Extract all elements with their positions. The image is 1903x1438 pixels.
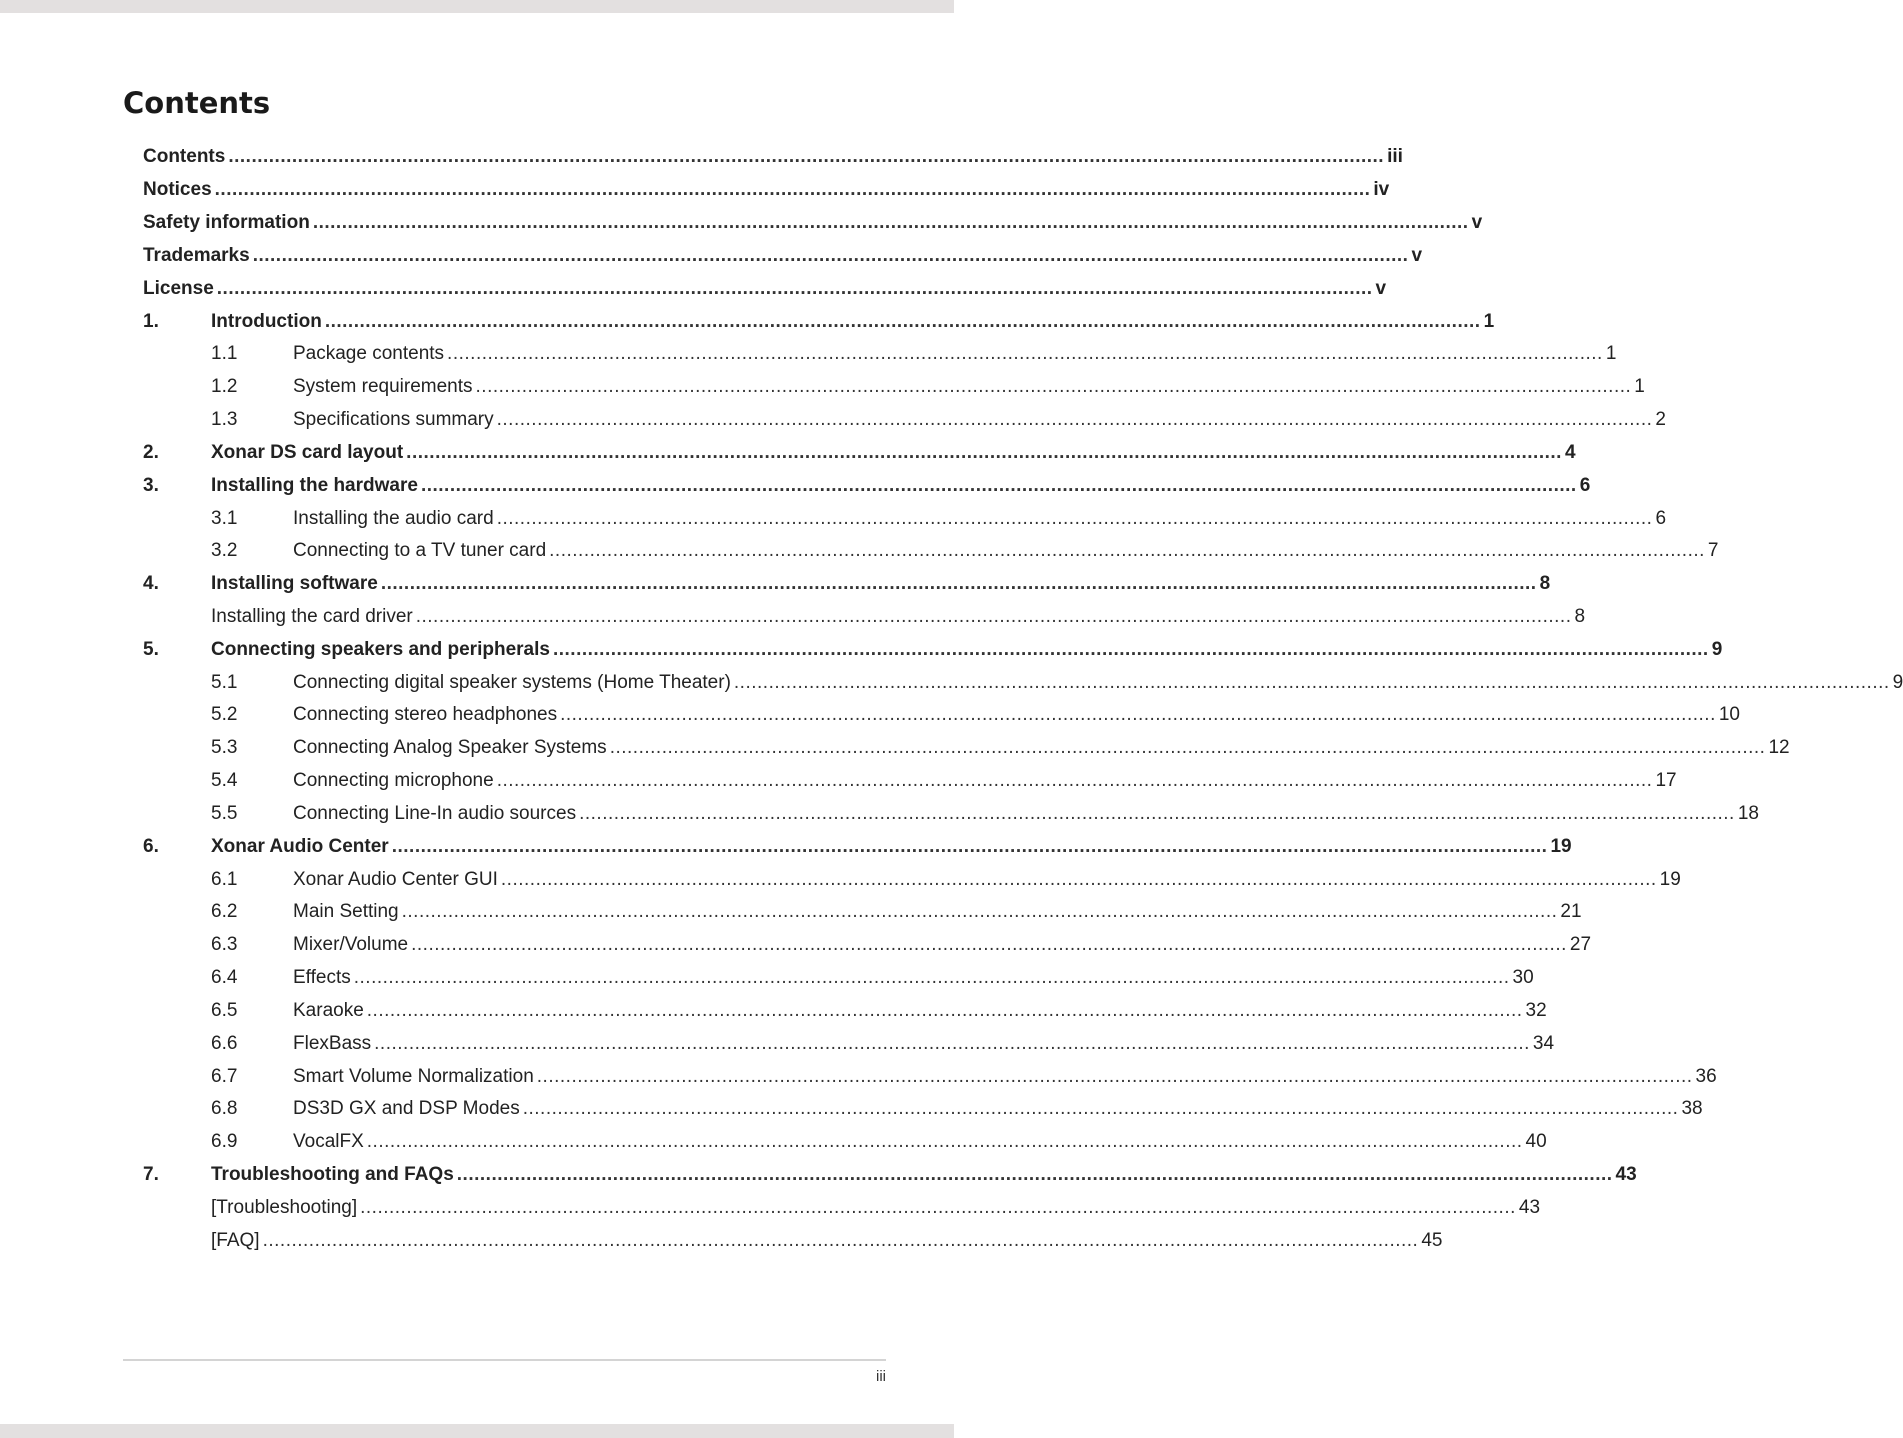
toc-entry-number: 6.9 bbox=[211, 1131, 238, 1153]
toc-entry[interactable] bbox=[143, 1093, 1703, 1126]
toc-entry[interactable] bbox=[143, 929, 1592, 962]
toc-entry-number: 6.4 bbox=[211, 967, 238, 989]
toc-entry-page: 8 bbox=[1539, 573, 1551, 595]
toc-entry[interactable] bbox=[143, 272, 1387, 305]
toc-entry-page: 1 bbox=[1605, 343, 1617, 365]
toc-entry-label: Package contents bbox=[293, 343, 445, 365]
toc-entry-page: iii bbox=[1387, 146, 1403, 168]
toc-entry-page: v bbox=[1375, 277, 1387, 299]
toc-leader-dots: ........................................................................................................................................................................................................ bbox=[475, 376, 1632, 398]
toc-entry[interactable] bbox=[143, 469, 1591, 502]
toc-entry-number: 6.8 bbox=[211, 1098, 238, 1120]
toc-entry-number: 5.5 bbox=[211, 802, 238, 824]
toc-entry[interactable] bbox=[143, 568, 1551, 601]
toc-entry-number: 3. bbox=[143, 474, 159, 496]
toc-entry-label: System requirements bbox=[293, 376, 473, 398]
toc-entry-number: 5.2 bbox=[211, 704, 238, 726]
toc-leader-dots: ........................................................................................................................................................................................................ bbox=[366, 999, 1523, 1021]
toc-leader-dots: ........................................................................................................................................................................................................ bbox=[447, 343, 1603, 365]
toc-leader-dots: ........................................................................................................................................................................................................ bbox=[262, 1229, 1419, 1251]
toc-leader-dots: ........................................................................................................................................................................................................ bbox=[353, 967, 1510, 989]
toc-entry-page: 7 bbox=[1707, 540, 1719, 562]
toc-entry-number: 3.2 bbox=[211, 540, 238, 562]
toc-entry[interactable] bbox=[143, 502, 1667, 535]
toc-entry-page: 10 bbox=[1718, 704, 1740, 726]
toc-leader-dots: ........................................................................................................................................................................................................ bbox=[536, 1065, 1693, 1087]
footer-rule bbox=[123, 1359, 886, 1361]
toc-leader-dots: ........................................................................................................................................................................................................ bbox=[456, 1164, 1613, 1186]
toc-entry-number: 6.5 bbox=[211, 999, 238, 1021]
top-border-band bbox=[0, 0, 954, 13]
toc-entry[interactable] bbox=[143, 207, 1483, 240]
toc-entry-number: 4. bbox=[143, 573, 159, 595]
toc-entry-page: 18 bbox=[1737, 802, 1759, 824]
toc-entry-page: 43 bbox=[1518, 1196, 1541, 1218]
toc-entry-page: 1 bbox=[1483, 310, 1495, 332]
toc-entry-page: 27 bbox=[1569, 934, 1592, 956]
toc-entry-page: 9 bbox=[1892, 671, 1903, 693]
toc-entry-label: Xonar Audio Center GUI bbox=[293, 868, 498, 890]
toc-leader-dots: ........................................................................................................................................................................................................ bbox=[420, 474, 1577, 496]
toc-entry-page: 4 bbox=[1564, 441, 1576, 463]
toc-entry[interactable] bbox=[143, 798, 1759, 831]
page-number: iii bbox=[876, 1368, 886, 1385]
toc-leader-dots: ........................................................................................................................................................................................................ bbox=[560, 704, 1716, 726]
toc-entry-label: Xonar Audio Center bbox=[211, 835, 389, 857]
toc-leader-dots: ........................................................................................................................................................................................................ bbox=[401, 901, 1558, 923]
toc-entry-label: VocalFX bbox=[293, 1131, 364, 1153]
toc-entry-label: [Troubleshooting] bbox=[211, 1196, 358, 1218]
toc-entry-page: 17 bbox=[1655, 770, 1677, 792]
toc-entry[interactable] bbox=[143, 863, 1681, 896]
toc-leader-dots: ........................................................................................................................................................................................................ bbox=[522, 1098, 1679, 1120]
toc-entry-page: v bbox=[1471, 212, 1483, 234]
toc-entry-label: Notices bbox=[143, 179, 212, 201]
toc-entry-label: Connecting microphone bbox=[293, 770, 494, 792]
toc-entry[interactable] bbox=[143, 404, 1666, 437]
toc-entry[interactable] bbox=[143, 896, 1582, 929]
table-of-contents bbox=[143, 141, 1903, 1257]
toc-entry[interactable] bbox=[143, 765, 1677, 798]
toc-entry-number: 1.2 bbox=[211, 376, 238, 398]
toc-leader-dots: ........................................................................................................................................................................................................ bbox=[549, 540, 1705, 562]
toc-entry-page: 2 bbox=[1655, 409, 1666, 431]
toc-leader-dots: ........................................................................................................................................................................................................ bbox=[324, 310, 1481, 332]
toc-entry-label: Introduction bbox=[211, 310, 322, 332]
toc-entry[interactable] bbox=[143, 141, 1403, 174]
toc-entry-label: Installing the hardware bbox=[211, 474, 418, 496]
toc-entry[interactable] bbox=[143, 1060, 1717, 1093]
toc-entry-number: 3.1 bbox=[211, 507, 238, 529]
toc-entry[interactable] bbox=[143, 305, 1495, 338]
toc-entry-label: Troubleshooting and FAQs bbox=[211, 1164, 454, 1186]
toc-entry[interactable] bbox=[143, 1224, 1443, 1257]
toc-entry-label: Safety information bbox=[143, 212, 310, 234]
toc-entry[interactable] bbox=[143, 1027, 1555, 1060]
toc-entry-number: 5.1 bbox=[211, 671, 238, 693]
toc-entry-label: FlexBass bbox=[293, 1032, 372, 1054]
toc-entry[interactable] bbox=[143, 436, 1576, 469]
toc-entry-page: 6 bbox=[1655, 507, 1667, 529]
toc-entry-page: 32 bbox=[1525, 999, 1547, 1021]
toc-entry[interactable] bbox=[143, 962, 1534, 995]
toc-entry-number: 6.2 bbox=[211, 901, 238, 923]
toc-entry-label: Installing the card driver bbox=[211, 606, 413, 627]
toc-entry-page: 19 bbox=[1550, 835, 1572, 857]
toc-entry-label: Installing the audio card bbox=[293, 507, 494, 529]
toc-leader-dots: ........................................................................................................................................................................................................ bbox=[406, 441, 1562, 463]
toc-entry-page: 45 bbox=[1421, 1229, 1443, 1251]
toc-entry-page: 19 bbox=[1659, 868, 1681, 890]
toc-entry-label: Main Setting bbox=[293, 901, 399, 923]
toc-entry-page: 43 bbox=[1615, 1164, 1637, 1186]
toc-leader-dots: ........................................................................................................................................................................................................ bbox=[496, 409, 1653, 431]
toc-leader-dots: ........................................................................................................................................................................................................ bbox=[500, 868, 1657, 890]
toc-entry-number: 5.4 bbox=[211, 770, 238, 792]
toc-entry-label: Connecting Analog Speaker Systems bbox=[293, 737, 607, 759]
toc-leader-dots: ........................................................................................................................................................................................................ bbox=[374, 1032, 1530, 1054]
toc-leader-dots: ........................................................................................................................................................................................................ bbox=[228, 146, 1385, 168]
toc-entry-number: 6.3 bbox=[211, 934, 238, 956]
toc-entry-number: 1. bbox=[143, 310, 159, 332]
toc-entry-page: 30 bbox=[1512, 967, 1534, 989]
toc-entry[interactable] bbox=[143, 371, 1645, 404]
toc-entry-number: 5. bbox=[143, 638, 159, 660]
toc-entry-page: iv bbox=[1373, 179, 1390, 201]
toc-entry-page: 40 bbox=[1525, 1131, 1547, 1153]
toc-leader-dots: ........................................................................................................................................................................................................ bbox=[360, 1196, 1516, 1218]
toc-entry[interactable] bbox=[143, 535, 1719, 568]
toc-entry-number: 6. bbox=[143, 835, 159, 857]
toc-leader-dots: ........................................................................................................................................................................................................ bbox=[216, 277, 1373, 299]
toc-entry-page: 12 bbox=[1768, 737, 1790, 759]
toc-entry-number: 6.7 bbox=[211, 1065, 238, 1087]
toc-entry-label: Connecting to a TV tuner card bbox=[293, 540, 547, 562]
toc-entry[interactable] bbox=[143, 666, 1903, 699]
toc-entry-label: Connecting Line-In audio sources bbox=[293, 802, 577, 824]
toc-leader-dots: ........................................................................................................................................................................................................ bbox=[391, 835, 1548, 857]
toc-entry-page: v bbox=[1411, 244, 1423, 266]
toc-entry-page: 38 bbox=[1681, 1098, 1703, 1120]
toc-entry-number: 2. bbox=[143, 441, 159, 463]
toc-entry-label: Connecting speakers and peripherals bbox=[211, 638, 550, 660]
toc-entry-label: [FAQ] bbox=[211, 1229, 260, 1251]
toc-entry[interactable] bbox=[143, 732, 1790, 765]
toc-entry-number: 1.3 bbox=[211, 409, 238, 431]
toc-entry-page: 34 bbox=[1532, 1032, 1555, 1054]
toc-leader-dots: ........................................................................................................................................................................................................ bbox=[380, 573, 1537, 595]
toc-entry-label: Karaoke bbox=[293, 999, 364, 1021]
toc-leader-dots: ........................................................................................................................................................................................................ bbox=[252, 244, 1409, 266]
toc-entry-label: DS3D GX and DSP Modes bbox=[293, 1098, 520, 1120]
toc-entry[interactable] bbox=[143, 1159, 1637, 1192]
toc-entry[interactable] bbox=[143, 633, 1723, 666]
toc-entry-number: 6.6 bbox=[211, 1032, 238, 1054]
toc-entry-page: 21 bbox=[1560, 901, 1582, 923]
toc-leader-dots: ........................................................................................................................................................................................................ bbox=[312, 212, 1469, 234]
toc-entry-number: 6.1 bbox=[211, 868, 238, 890]
toc-leader-dots: ........................................................................................................................................................................................................ bbox=[415, 606, 1572, 627]
toc-entry-label: Xonar DS card layout bbox=[211, 441, 404, 463]
toc-entry-label: Effects bbox=[293, 967, 351, 989]
toc-entry-page: 8 bbox=[1574, 606, 1586, 627]
toc-entry-label: Trademarks bbox=[143, 244, 250, 266]
toc-entry[interactable] bbox=[143, 1192, 1541, 1225]
toc-leader-dots: ........................................................................................................................................................................................................ bbox=[733, 671, 1890, 693]
toc-leader-dots: ........................................................................................................................................................................................................ bbox=[214, 179, 1371, 201]
toc-leader-dots: ........................................................................................................................................................................................................ bbox=[552, 638, 1709, 660]
toc-entry-page: 36 bbox=[1695, 1065, 1717, 1087]
toc-entry-label: Specifications summary bbox=[293, 409, 494, 431]
toc-leader-dots: ........................................................................................................................................................................................................ bbox=[366, 1131, 1523, 1153]
toc-leader-dots: ........................................................................................................................................................................................................ bbox=[579, 802, 1735, 824]
toc-entry[interactable] bbox=[143, 995, 1547, 1028]
toc-entry-page: 1 bbox=[1634, 376, 1645, 398]
toc-leader-dots: ........................................................................................................................................................................................................ bbox=[496, 507, 1653, 529]
toc-entry[interactable] bbox=[143, 338, 1617, 371]
toc-entry[interactable] bbox=[143, 601, 1586, 634]
toc-entry[interactable] bbox=[143, 239, 1423, 272]
toc-entry-label: Mixer/Volume bbox=[293, 934, 409, 956]
toc-entry-number: 1.1 bbox=[211, 343, 238, 365]
toc-leader-dots: ........................................................................................................................................................................................................ bbox=[609, 737, 1766, 759]
toc-entry-label: Connecting digital speaker systems (Home Theater) bbox=[293, 671, 731, 693]
bottom-border-band bbox=[0, 1424, 954, 1438]
toc-entry[interactable] bbox=[143, 830, 1572, 863]
page-title: Contents bbox=[123, 86, 271, 120]
toc-entry-number: 7. bbox=[143, 1164, 159, 1186]
toc-entry[interactable] bbox=[143, 1126, 1547, 1159]
toc-leader-dots: ........................................................................................................................................................................................................ bbox=[411, 934, 1567, 956]
toc-leader-dots: ........................................................................................................................................................................................................ bbox=[496, 770, 1653, 792]
toc-entry-page: 9 bbox=[1711, 638, 1723, 660]
toc-entry-number: 5.3 bbox=[211, 737, 238, 759]
toc-entry-label: License bbox=[143, 277, 214, 299]
toc-entry-page: 6 bbox=[1579, 474, 1591, 496]
toc-entry-label: Installing software bbox=[211, 573, 378, 595]
toc-entry-label: Contents bbox=[143, 146, 226, 168]
toc-entry-label: Connecting stereo headphones bbox=[293, 704, 558, 726]
toc-entry[interactable] bbox=[143, 174, 1390, 207]
toc-entry-label: Smart Volume Normalization bbox=[293, 1065, 534, 1087]
toc-entry[interactable] bbox=[143, 699, 1740, 732]
